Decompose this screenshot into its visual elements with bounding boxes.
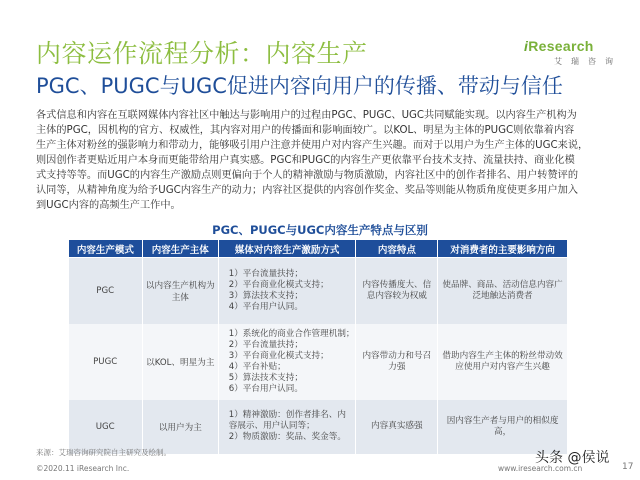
cell-feature (356, 258, 438, 324)
logo-i: i (524, 38, 529, 54)
header-subject: 内容生产主体 (142, 240, 218, 258)
body-line: 主体的PGC，因机构的官方、权威性，其内容对用户的传播面和影响面较广。以KOL、明星为主体的PUGC则依靠着内容 (36, 125, 575, 136)
body-line: 生产主体对粉丝的强影响力和带动力，能够吸引用户注意并使用户对内容产生兴趣。而对于以用户为生产主体的UGC来说， (36, 140, 589, 151)
cell-mode: UGC (69, 400, 143, 454)
header-impact: 对消费者的主要影响方向 (438, 240, 568, 258)
cell-mode: PGC (69, 258, 143, 324)
incentive-item: 4）平台补贴； (228, 361, 286, 372)
feature-line: 内容带动力和号召 (362, 350, 432, 361)
cell-impact (438, 400, 568, 454)
body-line: 各式信息和内容在互联网媒体内容社区中触达与影响用户的过程由PGC、PUGC、UGC共同赋能实现。以内容生产机构为 (36, 110, 577, 121)
incentive-item: 3）算法技术支持； (228, 290, 303, 301)
page-subtitle: PGC、PUGC与UGC促进内容向用户的传播、带动与信任 (36, 74, 563, 98)
incentive-item: 4）平台用户认同。 (228, 301, 303, 312)
header-feature: 内容特点 (356, 240, 438, 258)
cell-feature (356, 324, 438, 400)
feature-line: 内容真实感强 (371, 421, 423, 431)
incentive-item: 5）算法技术支持； (228, 372, 303, 383)
feature-line: 内容传播度大、信 (362, 279, 432, 290)
comparison-table (68, 239, 568, 454)
cell-impact (438, 258, 568, 324)
cell-impact (438, 324, 568, 400)
cell-subject: 以内容生产机构为主体 (142, 258, 218, 324)
incentive-item: 1）精神激励：创作者排名、内 (228, 410, 346, 420)
feature-line: 力强 (388, 361, 406, 372)
page-title: 内容运作流程分析：内容生产 (36, 39, 368, 68)
source-note: 来源：艾瑞咨询研究院自主研究及绘制。 (36, 448, 171, 457)
impact-line: 应使用户对内容产生兴趣 (455, 361, 550, 372)
incentive-item: 2）平台流量扶持； (228, 339, 303, 350)
body-paragraph (36, 108, 608, 213)
feature-line: 息内容较为权威 (366, 290, 427, 301)
copyright: ©2020.11 iResearch Inc. (36, 464, 130, 473)
body-line: 到UGC内容的高频生产工作中。 (36, 200, 181, 211)
table-header-row (69, 240, 568, 258)
incentive-item: 容展示、用户认同等； (228, 421, 315, 431)
impact-line: 借助内容生产主体的粉丝带动效 (442, 350, 563, 361)
incentive-item: 3）平台商业化模式支持； (228, 350, 329, 361)
logo-cn: 艾瑞咨询 (554, 57, 622, 66)
cell-feature (356, 400, 438, 454)
impact-line: 因内容生产者与用户的相似度高， (446, 415, 559, 437)
body-line: 认同等，从精神角度为给予UGC内容生产的动力；内容社区提供的内容创作奖金、奖品等则能从物质角度使更多用户加入 (36, 185, 579, 196)
page-number: 17 (622, 462, 634, 472)
table-title: PGC、PUGC与UGC内容生产特点与区别 (212, 223, 428, 237)
cell-incentives (218, 258, 356, 324)
impact-line: 泛地触达消费者 (472, 290, 533, 301)
incentive-item: 2）物质激励：奖品、奖金等。 (228, 432, 346, 442)
impact-line: 使品牌、商品、活动信息内容广 (442, 279, 563, 290)
cell-mode: PUGC (69, 324, 143, 400)
iresearch-logo (524, 38, 634, 67)
incentive-item: 2）平台商业化模式支持； (228, 279, 329, 290)
watermark: 头条 @侯说 (535, 450, 610, 466)
header-incentive: 媒体对内容生产激励方式 (218, 240, 356, 258)
incentive-item: 1）平台流量扶持； (228, 268, 303, 279)
logo-research: Research (528, 38, 594, 54)
cell-subject: 以KOL、明星为主 (142, 324, 218, 400)
cell-incentives (218, 324, 356, 400)
table-row-ugc (69, 400, 568, 454)
table-row-pgc (69, 258, 568, 324)
body-line: 则因创作者更贴近用户本身而更能带给用户真实感。PGC和PUGC的内容生产更依靠平台技术支持、流量扶持、商业化模 (36, 155, 575, 166)
cell-incentives (218, 400, 356, 454)
table-row-pugc (69, 324, 568, 400)
incentive-item: 1）系统化的商业合作管理机制； (228, 328, 355, 339)
header-mode: 内容生产模式 (69, 240, 143, 258)
footer-url[interactable]: www.iresearch.com.cn (498, 464, 583, 473)
cell-subject: 以用户为主 (142, 400, 218, 454)
body-line: 式支持等等。而UGC的内容生产激励点则更偏向于个人的精神激励与物质激励，内容社区中的创作者排名、用户转赞评的 (36, 170, 579, 181)
incentive-item: 6）平台用户认同。 (228, 383, 303, 394)
